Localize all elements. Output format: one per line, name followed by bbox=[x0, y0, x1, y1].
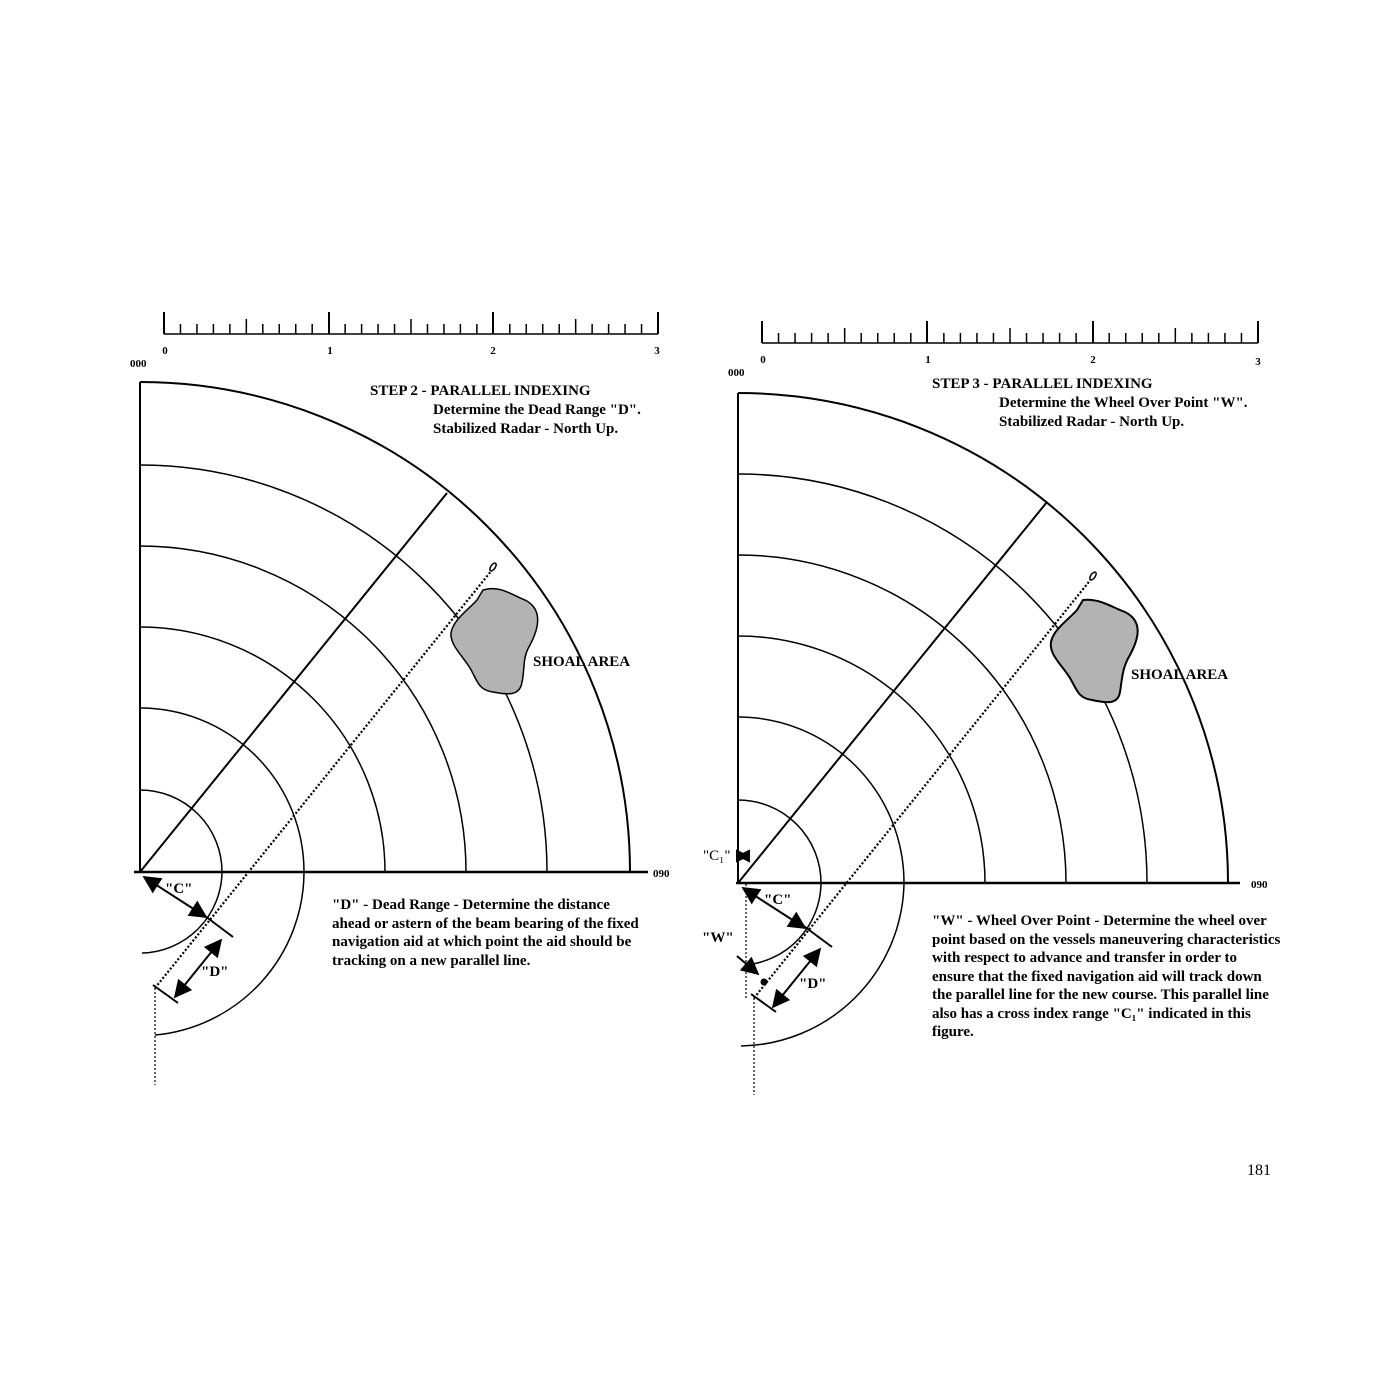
dead-range-label: "D" bbox=[201, 964, 229, 980]
dead-range-label: "D" bbox=[799, 976, 827, 992]
cross-index-c1-label: "C₁" bbox=[703, 848, 731, 864]
bearing-000-label: 000 bbox=[130, 358, 147, 370]
navigation-aid-marker bbox=[1089, 571, 1098, 581]
step-subtitle: Determine the Dead Range "D". bbox=[433, 402, 641, 418]
radar-axes bbox=[134, 382, 648, 872]
dead-range-note: "D" - Dead Range - Determine the distance ahead or astern of the beam bearing of the fixed navigation aid at which point the aid should be tracking on a new parallel line. bbox=[332, 897, 639, 969]
step-mode: Stabilized Radar - North Up. bbox=[433, 421, 619, 437]
shoal-area-label: SHOAL AREA bbox=[1131, 667, 1229, 683]
parallel-index-line bbox=[155, 570, 492, 1085]
step-title: STEP 3 - PARALLEL INDEXING bbox=[932, 376, 1153, 392]
scale-label-3: 3 bbox=[1255, 356, 1261, 368]
bearing-090-label: 090 bbox=[653, 868, 670, 880]
step-mode: Stabilized Radar - North Up. bbox=[999, 414, 1185, 430]
scale-label-0: 0 bbox=[162, 345, 168, 357]
shoal-area bbox=[1051, 600, 1138, 702]
scale-label-2: 2 bbox=[490, 345, 496, 357]
cross-index-label: "C" bbox=[764, 892, 792, 908]
wheel-over-note: "W" - Wheel Over Point - Determine the wheel over point based on the vessels maneuvering characteristics with respect to advance and transfer in order to ensure that the fixed navigation aid will track down the parallel line for the new course. This parallel line also has a cross index range "C₁" indicated in this figure. bbox=[932, 913, 1281, 1040]
scale-minor-ticks bbox=[779, 328, 1242, 343]
step-title: STEP 2 - PARALLEL INDEXING bbox=[370, 383, 591, 399]
scale-label-3: 3 bbox=[654, 345, 660, 357]
range-scale bbox=[762, 321, 1258, 343]
bearing-000-label: 000 bbox=[728, 367, 745, 379]
scale-minor-ticks bbox=[180, 319, 641, 334]
scale-label-1: 1 bbox=[327, 345, 333, 357]
bearing-090-label: 090 bbox=[1251, 879, 1268, 891]
shoal-area-label: SHOAL AREA bbox=[533, 654, 631, 670]
scale-label-1: 1 bbox=[925, 354, 931, 366]
wheel-over-marker bbox=[737, 956, 767, 985]
wheel-over-label: "W" bbox=[702, 930, 734, 946]
page-number: 181 bbox=[1247, 1162, 1271, 1179]
cross-index-label: "C" bbox=[165, 881, 193, 897]
radar-axes bbox=[736, 393, 1240, 883]
step-subtitle: Determine the Wheel Over Point "W". bbox=[999, 395, 1248, 411]
scale-label-0: 0 bbox=[760, 354, 766, 366]
scale-label-2: 2 bbox=[1090, 354, 1096, 366]
navigation-aid-marker bbox=[489, 562, 498, 572]
range-scale bbox=[164, 312, 658, 334]
